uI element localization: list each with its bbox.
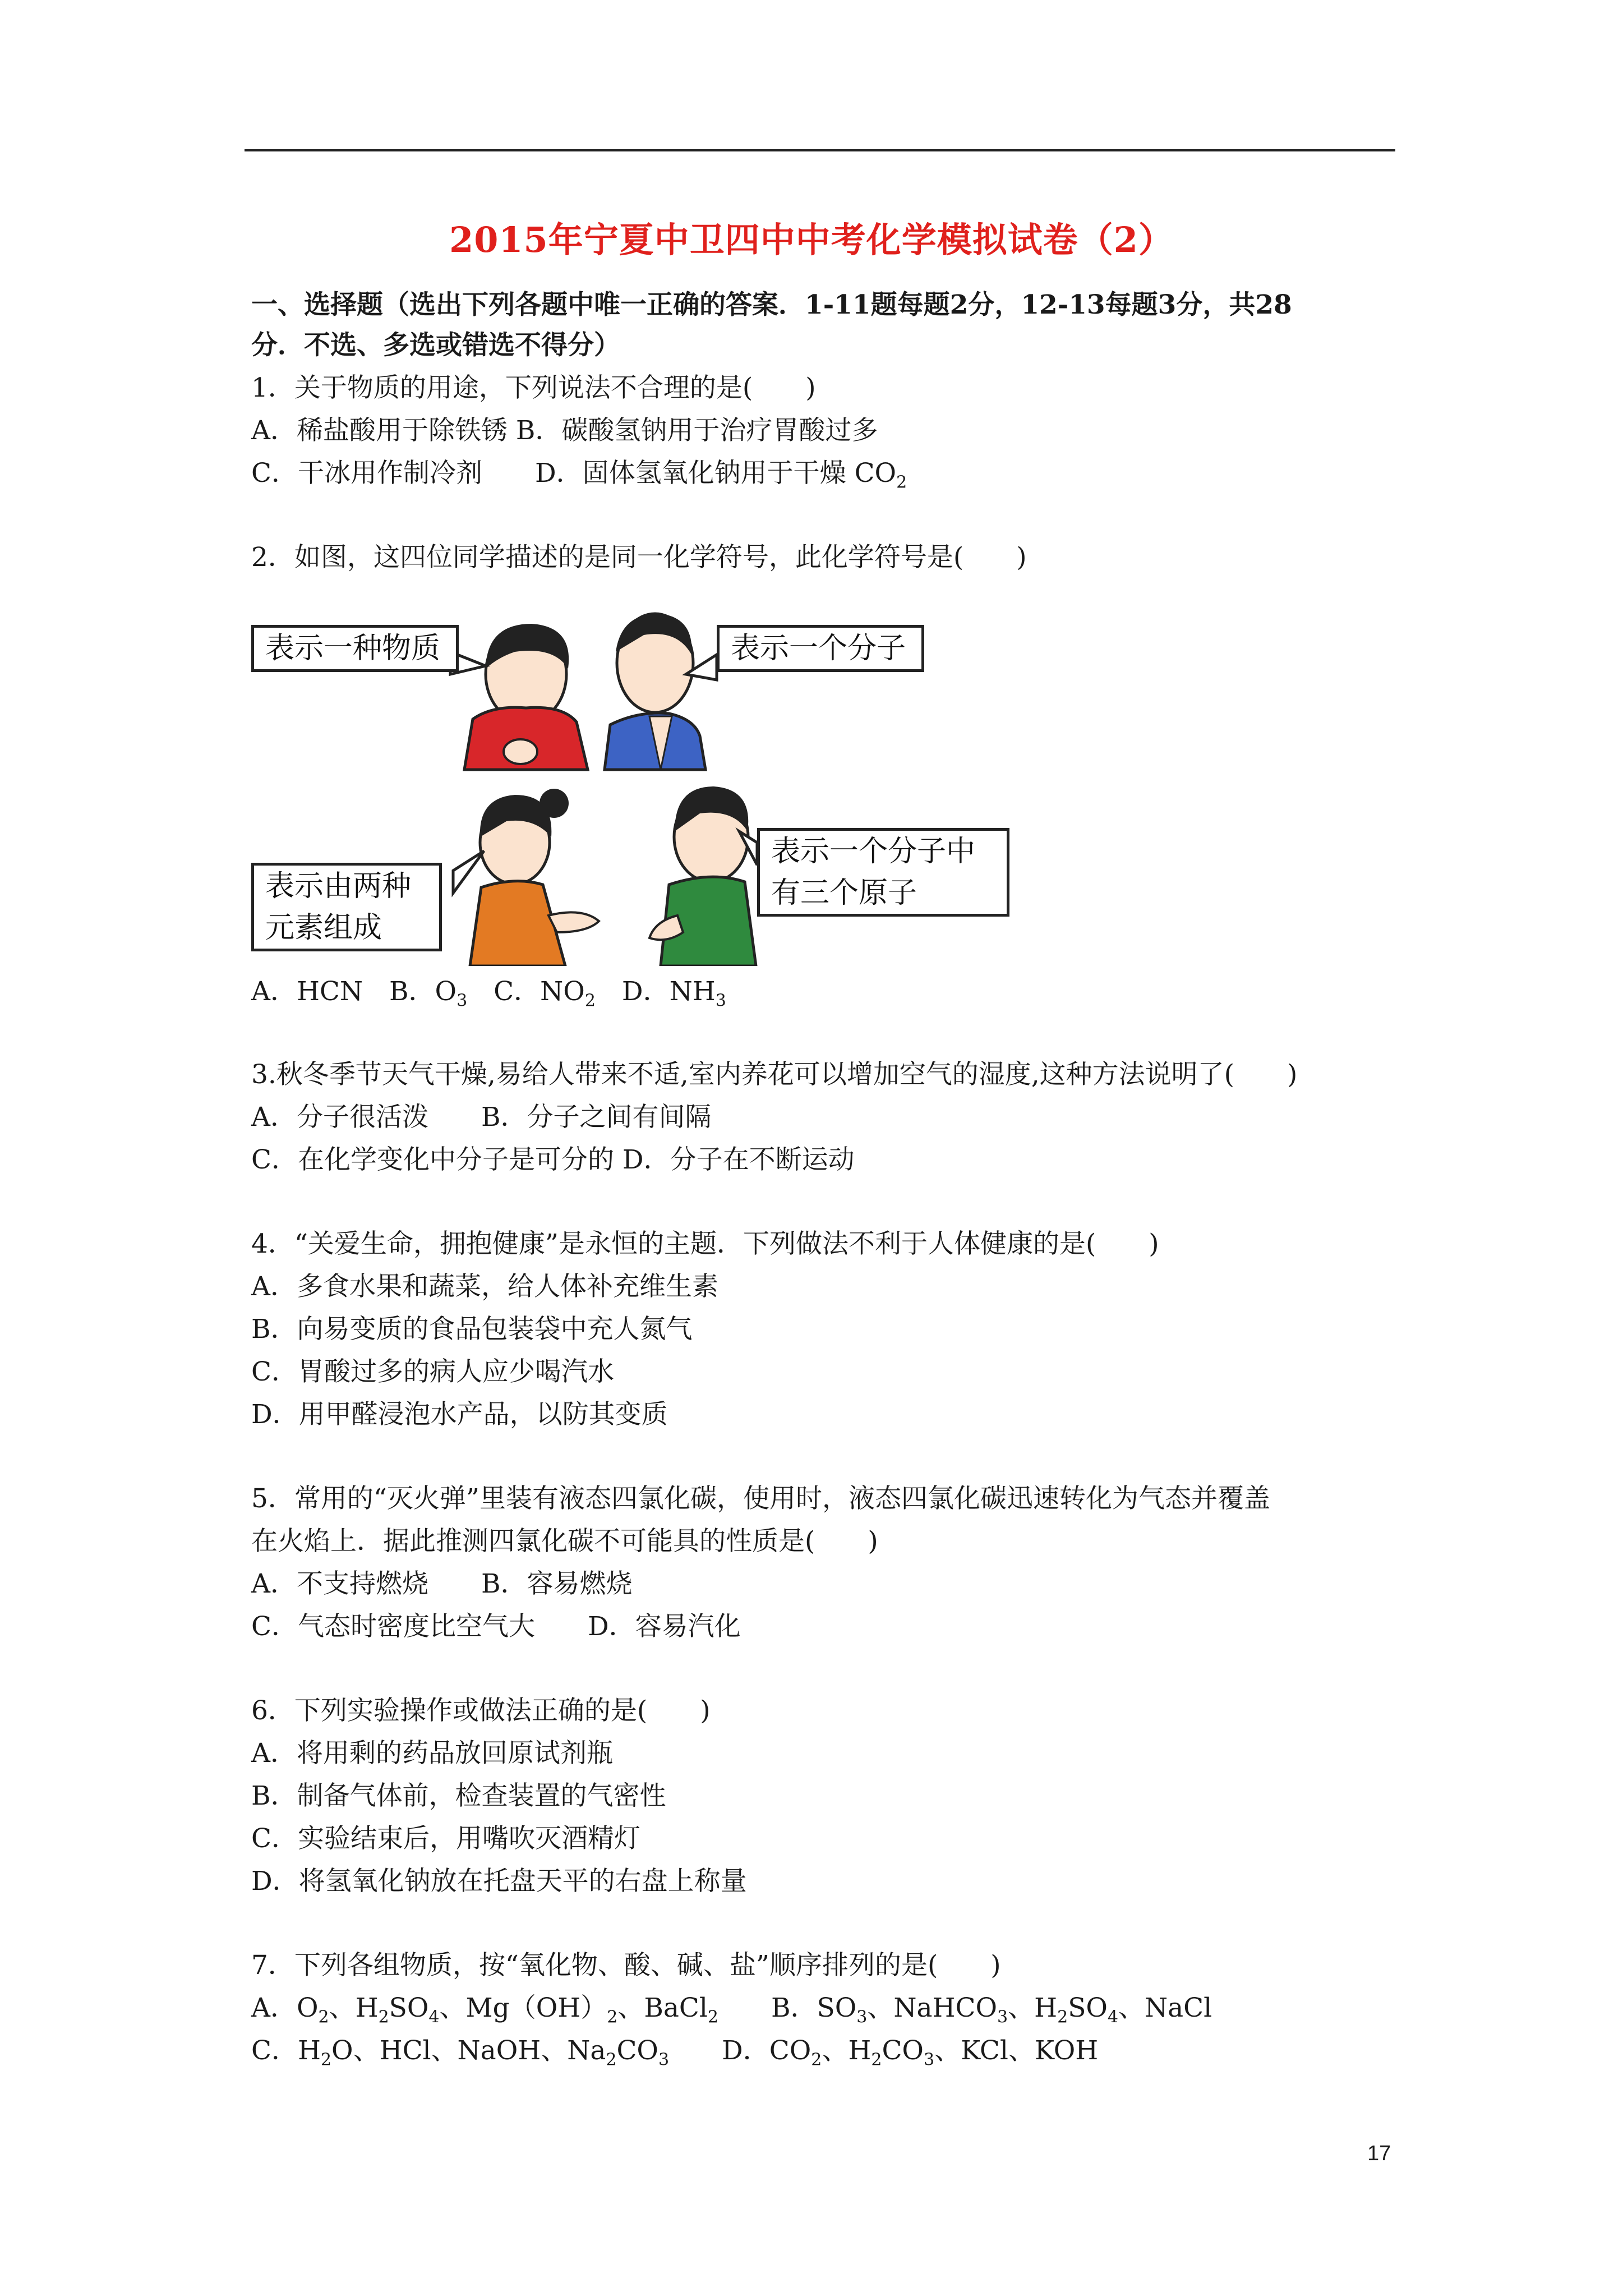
header-rule [245, 149, 1395, 151]
q1-options-ab: A．稀盐酸用于除铁锈 B．碳酸氢钠用于治疗胃酸过多 [251, 415, 878, 446]
q1-options-cd [251, 457, 907, 499]
subscript: 4 [428, 2007, 440, 2027]
q2-option-d-text: D．NH [595, 976, 716, 1007]
subscript: 2 [896, 472, 907, 493]
speech-bubble-substance: 表示一种物质 [251, 625, 459, 672]
q6-option-c: C．实验结束后，用嘴吹灭酒精灯 [251, 1823, 640, 1854]
speech-bubble-molecule: 表示一个分子 [717, 625, 924, 672]
subscript: 3 [923, 2050, 935, 2070]
q7-options-ab [251, 1991, 1212, 2034]
q5-stem-line2: 在火焰上．据此推测四氯化碳不可能具的性质是( ) [251, 1526, 878, 1557]
q4-option-c: C．胃酸过多的病人应少喝汽水 [251, 1356, 614, 1387]
page-title: 2015年宁夏中卫四中中考化学模拟试卷（2） [449, 219, 1174, 260]
speech-bubble-two-elements [251, 863, 442, 951]
subscript: 2 [1057, 2007, 1068, 2027]
q4-option-a: A．多食水果和蔬菜，给人体补充维生素 [251, 1271, 718, 1302]
q5-options-ab: A．不支持燃烧 B．容易燃烧 [251, 1568, 633, 1599]
student-green-shirt [649, 786, 756, 966]
q7-c-part: C．H [251, 2035, 321, 2066]
q7-a-part: A．O [251, 1993, 319, 2023]
q2-option-ab-text: A．HCN B．O [251, 976, 457, 1007]
subscript: 3 [856, 2007, 868, 2027]
q3-stem: 3.秋冬季节天气干燥,易给人带来不适,室内养花可以增加空气的湿度,这种方法说明了( ) [251, 1059, 1298, 1090]
student-orange-shirt [470, 789, 599, 966]
q4-option-b: B．向易变质的食品包装袋中充人氮气 [251, 1314, 693, 1345]
q2-options [251, 975, 726, 1018]
q7-d-part: 、H [822, 2035, 872, 2066]
subscript: 2 [318, 2007, 329, 2027]
subscript: 2 [811, 2050, 822, 2070]
student-red-shirt [464, 624, 588, 770]
q1-option-c-text: C．干冰用作制冷剂 D．固体氢氧化钠用于干燥 CO [251, 458, 897, 489]
q7-b-part: 、NaCl [1118, 1993, 1212, 2023]
subscript: 2 [707, 2007, 718, 2027]
q7-c-part: O、HCl、NaOH、Na [331, 2035, 606, 2066]
q7-options-cd [251, 2034, 1098, 2077]
subscript: 2 [607, 2007, 618, 2027]
section-heading-line2: 分．不选、多选或错选不得分） [251, 330, 620, 361]
subscript: 3 [715, 991, 726, 1011]
q2-option-c-text: C．NO [467, 976, 585, 1007]
q6-option-d: D．将氢氧化钠放在托盘天平的右盘上称量 [251, 1866, 747, 1897]
section-heading [251, 285, 1395, 366]
bubble3-line1: 表示由两种 [265, 869, 412, 903]
section-heading-line1: 一、选择题（选出下列各题中唯一正确的答案．1-11题每题2分，12-13每题3分，共28 [251, 289, 1292, 320]
speech-bubble-three-atoms [757, 828, 1009, 917]
q7-stem: 7．下列各组物质，按“氧化物、酸、碱、盐”顺序排列的是( ) [251, 1950, 1001, 1981]
bubble4-line1: 表示一个分子中 [771, 835, 976, 868]
q3-options-cd: C．在化学变化中分子是可分的 D．分子在不断运动 [251, 1144, 855, 1175]
bubble4-line2: 有三个原子 [771, 876, 917, 910]
q7-b-part: 、H [1008, 1993, 1058, 2023]
q4-option-d: D．用甲醛浸泡水产品，以防其变质 [251, 1399, 668, 1430]
q7-c-part: CO [616, 2035, 658, 2066]
q6-option-a: A．将用剩的药品放回原试剂瓶 [251, 1738, 613, 1769]
q2-stem: 2．如图，这四位同学描述的是同一化学符号，此化学符号是( ) [251, 542, 1027, 573]
q5-options-cd: C．气态时密度比空气大 D．容易汽化 [251, 1611, 741, 1642]
subscript: 2 [378, 2007, 389, 2027]
q7-d-part: D．CO [669, 2035, 811, 2066]
subscript: 3 [997, 2007, 1008, 2027]
subscript: 2 [320, 2050, 332, 2070]
q6-stem: 6．下列实验操作或做法正确的是( ) [251, 1695, 711, 1726]
q7-a-part: 、BaCl [617, 1993, 708, 2023]
q5-stem-line1: 5．常用的“灭火弹”里装有液态四氯化碳，使用时，液态四氯化碳迅速转化为气态并覆盖 [251, 1483, 1270, 1514]
student-blue-shirt [605, 614, 706, 770]
q7-b-part: 、NaHCO [867, 1993, 997, 2023]
subscript: 4 [1107, 2007, 1119, 2027]
q7-d-part: 、KCl、KOH [934, 2035, 1099, 2066]
page-number: 17 [1367, 2142, 1391, 2165]
q3-options-ab: A．分子很活泼 B．分子之间有间隔 [251, 1102, 712, 1133]
q7-b-part: SO [1068, 1993, 1108, 2023]
q7-b-part: B．SO [718, 1993, 857, 2023]
q7-a-part: 、H [329, 1993, 379, 2023]
subscript: 2 [606, 2050, 617, 2070]
q4-stem: 4．“关爱生命，拥抱健康”是永恒的主题．下列做法不利于人体健康的是( ) [251, 1228, 1159, 1259]
q7-a-part: 、Mg（OH） [439, 1993, 607, 2023]
subscript: 2 [584, 991, 596, 1011]
subscript: 3 [457, 991, 468, 1011]
q7-d-part: CO [882, 2035, 924, 2066]
subscript: 3 [658, 2050, 670, 2070]
q6-option-b: B．制备气体前，检查装置的气密性 [251, 1780, 666, 1811]
subscript: 2 [871, 2050, 882, 2070]
bubble3-tail [453, 851, 484, 893]
q7-a-part: SO [389, 1993, 429, 2023]
q1-stem: 1．关于物质的用途，下列说法不合理的是( ) [251, 372, 816, 403]
bubble3-line2: 元素组成 [265, 911, 382, 945]
four-students-figure [251, 601, 1020, 966]
